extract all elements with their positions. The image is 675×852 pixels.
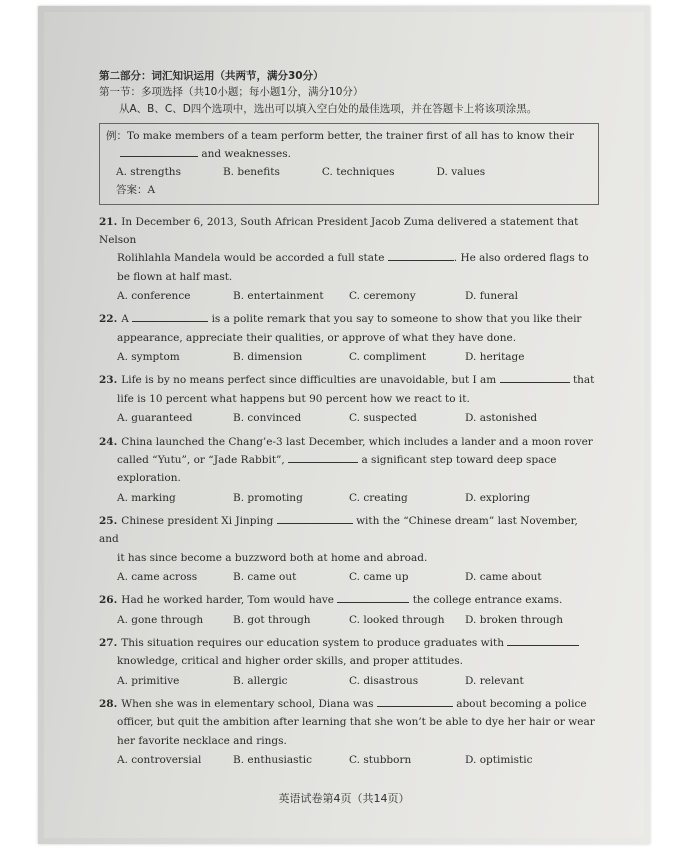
option-b: B. dimension — [233, 351, 303, 364]
option-d: D. heritage — [465, 351, 525, 364]
question-text-segment: Had he worked harder, Tom would have — [121, 594, 335, 607]
option-b: B. promoting — [233, 491, 303, 504]
question-text-line2: appearance, appreciate their qualities, or approve of what they have done. — [117, 331, 517, 344]
answer-options — [99, 612, 599, 628]
example-stem — [106, 128, 592, 146]
question-stem — [99, 634, 599, 652]
question-text-segment: the college entrance exams. — [412, 594, 563, 607]
option-b: B. allergic — [233, 674, 288, 687]
question-text-line2 — [99, 249, 599, 267]
page-content — [99, 68, 599, 768]
example-stem-line2-wrap — [106, 146, 592, 164]
example-stem-line1: To make members of a team perform better, the trainer first of all has to know their — [127, 130, 575, 143]
option-d: D. optimistic — [465, 754, 533, 767]
answer-options — [99, 410, 599, 426]
question-text-segment: This situation requires our education system to produce graduates with — [121, 636, 504, 649]
question-stem — [99, 213, 599, 250]
question-number: 24. — [99, 435, 118, 448]
option-d: D. relevant — [465, 674, 524, 687]
question-number: 27. — [99, 636, 118, 649]
option-a: A. gone through — [117, 613, 204, 626]
question-text-segment: called “Yutu”, or “Jade Rabbit”, — [117, 453, 285, 466]
question-text-line3: her favorite necklace and rings. — [117, 734, 287, 747]
question-number: 28. — [99, 697, 118, 710]
answer-blank — [388, 250, 454, 261]
question-text-segment: about becoming a police — [456, 697, 587, 710]
question-text-segment: is a polite remark that you say to someone to show that you like their — [211, 313, 582, 326]
option-c: C. stubborn — [349, 754, 412, 767]
page-footer: 英语试卷第4页（共14页） — [278, 792, 410, 805]
option-a: A. symptom — [117, 351, 180, 364]
example-blank — [120, 146, 198, 157]
option-b: B. enthusiastic — [233, 754, 312, 767]
answer-options — [99, 752, 599, 768]
question-text-segment: When she was in elementary school, Diana was — [121, 697, 374, 710]
question-text-line2 — [99, 451, 599, 469]
option-b: B. entertainment — [233, 290, 324, 303]
option-a: A. primitive — [117, 674, 180, 687]
example-box — [99, 123, 599, 204]
answer-blank — [377, 696, 453, 707]
option-d: D. funeral — [465, 290, 518, 303]
question-24 — [99, 433, 599, 506]
option-a: A. came across — [117, 571, 198, 584]
example-option-a: A. strengths — [116, 166, 181, 179]
option-a: A. controversial — [117, 754, 202, 767]
option-b: B. convinced — [233, 412, 302, 425]
answer-options — [99, 569, 599, 585]
example-stem-line2: and weaknesses. — [201, 148, 291, 161]
option-d: D. came about — [465, 571, 542, 584]
question-text-line1: China launched the Chang’e-3 last December, which includes a lander and a moon rover — [121, 435, 593, 448]
option-c: C. compliment — [349, 351, 427, 364]
answer-blank — [132, 311, 208, 322]
exam-page — [44, 12, 644, 838]
question-26 — [99, 591, 599, 628]
question-stem — [99, 310, 599, 328]
answer-options — [99, 349, 599, 365]
question-text-line2: it has since become a buzzword both at home and abroad. — [117, 551, 428, 564]
answer-options — [99, 490, 599, 506]
answer-options — [99, 288, 599, 304]
question-number: 25. — [99, 514, 118, 527]
question-text-segment: Rolihlahla Mandela would be accorded a full state — [117, 252, 385, 265]
question-text-line2: officer, but quit the ambition after learning that she won’t be able to dye her hair or wear — [117, 716, 595, 729]
option-b: B. came out — [233, 571, 297, 584]
example-options — [106, 164, 592, 182]
question-text-segment: that — [572, 374, 595, 387]
answer-options — [99, 673, 599, 689]
answer-blank — [288, 452, 358, 463]
question-text-segment: with the “Chinese dream” last November, and — [99, 514, 578, 546]
option-c: C. came up — [349, 571, 409, 584]
option-c: C. suspected — [349, 412, 417, 425]
section-header: 第一节：多项选择（共10小题；每小题1分，满分10分） — [99, 86, 364, 99]
example-option-b: B. benefits — [222, 166, 280, 179]
option-c: C. disastrous — [349, 674, 419, 687]
question-21 — [99, 213, 599, 305]
option-c: C. ceremony — [349, 290, 416, 303]
answer-blank — [507, 635, 579, 646]
example-option-d: D. values — [436, 166, 486, 179]
question-stem — [99, 591, 599, 609]
option-b: B. got through — [233, 613, 311, 626]
example-answer: 答案：A — [116, 183, 156, 196]
question-text-line3: be flown at half mast. — [117, 270, 233, 283]
question-text-line3: exploration. — [117, 472, 181, 485]
question-text-segment: a significant step toward deep space — [361, 453, 557, 466]
question-number: 21. — [99, 215, 118, 228]
option-a: A. conference — [117, 290, 191, 303]
option-d: D. exploring — [465, 491, 531, 504]
part-header: 第二部分：词汇知识运用（共两节，满分30分） — [99, 70, 324, 82]
question-stem — [99, 512, 599, 549]
question-22 — [99, 310, 599, 365]
question-text-segment: Life is by no means perfect since difficulties are unavoidable, but I am — [121, 374, 497, 387]
answer-blank — [277, 513, 353, 524]
question-number: 23. — [99, 374, 118, 387]
question-number: 22. — [99, 313, 118, 326]
question-text-segment: . He also ordered flags to — [453, 252, 589, 265]
instruction-text: 从A、B、C、D四个选项中，选出可以填入空白处的最佳选项，并在答题卡上将该项涂黑。 — [119, 102, 538, 115]
question-28 — [99, 695, 599, 768]
option-c: C. looked through — [349, 613, 445, 626]
question-text-line2: knowledge, critical and higher order skills, and proper attitudes. — [117, 655, 463, 668]
option-c: C. creating — [349, 491, 408, 504]
example-option-c: C. techniques — [321, 166, 395, 179]
question-text-segment: A — [121, 313, 129, 326]
question-stem — [99, 371, 599, 389]
option-d: D. astonished — [465, 412, 538, 425]
option-a: A. marking — [117, 491, 176, 504]
question-text-line1: In December 6, 2013, South African President Jacob Zuma delivered a statement that Nelson — [99, 215, 579, 247]
question-25 — [99, 512, 599, 585]
question-number: 26. — [99, 594, 118, 607]
option-a: A. guaranteed — [117, 412, 193, 425]
option-d: D. broken through — [465, 613, 564, 626]
answer-blank — [500, 372, 570, 383]
answer-blank — [337, 592, 409, 603]
question-stem — [99, 433, 599, 451]
example-label: 例： — [106, 130, 127, 143]
question-27 — [99, 634, 599, 689]
question-text-segment: Chinese president Xi Jinping — [121, 514, 274, 527]
question-23 — [99, 371, 599, 426]
question-stem — [99, 695, 599, 713]
question-text-line2: life is 10 percent what happens but 90 percent how we react to it. — [117, 392, 470, 405]
